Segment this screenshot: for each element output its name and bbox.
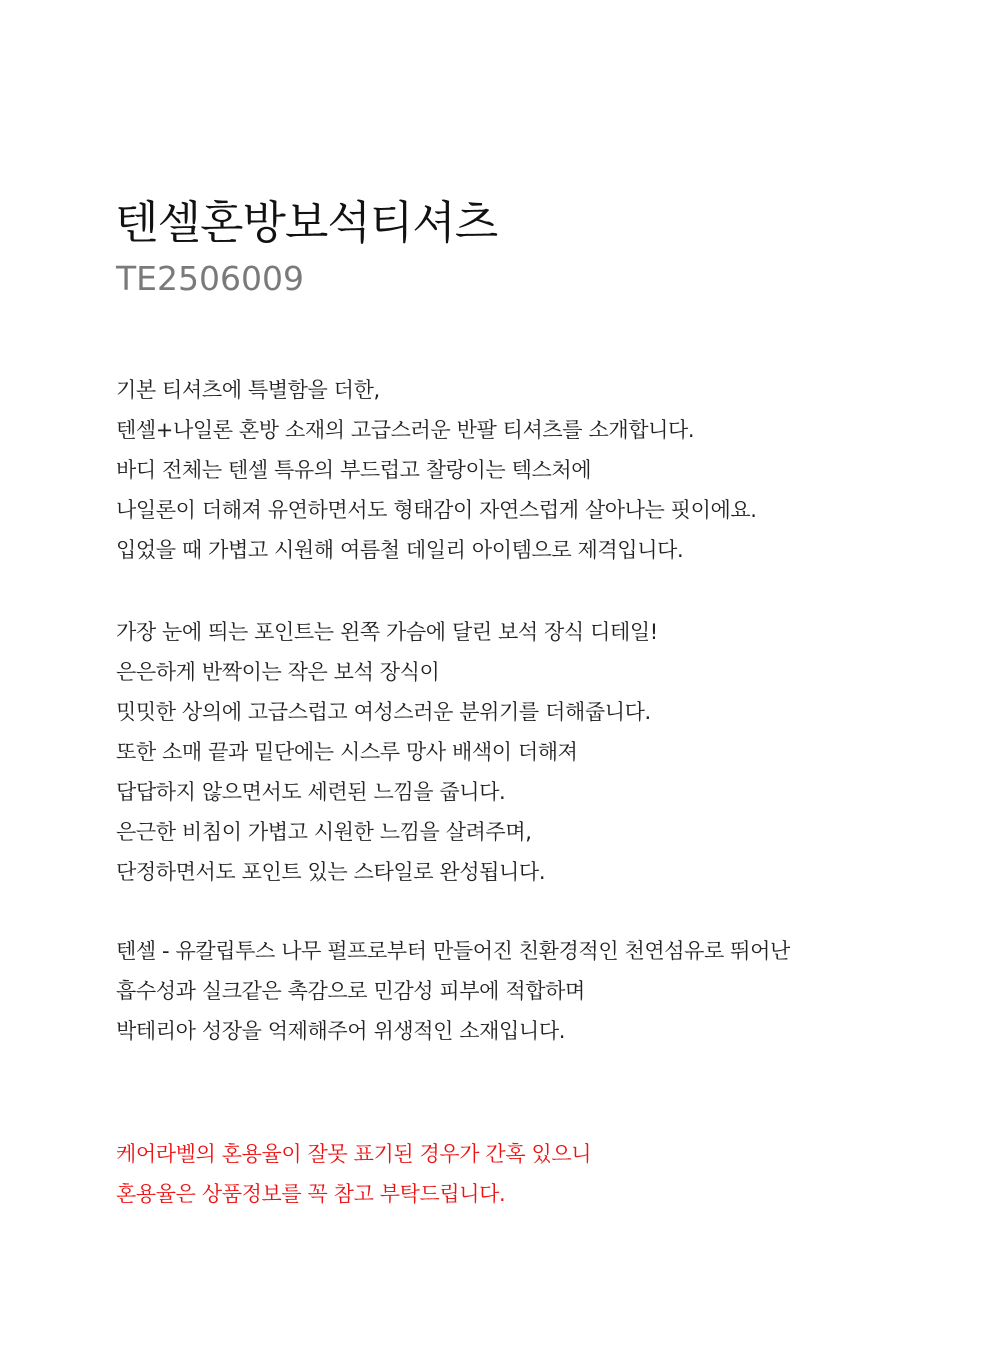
notice-line: 케어라벨의 혼용율이 잘못 표기된 경우가 간혹 있으니 xyxy=(116,1142,592,1166)
product-title: 텐셀혼방보석티셔츠 xyxy=(115,196,498,249)
description-paragraph-3 xyxy=(116,931,790,1051)
text-line: 답답하지 않으면서도 세련된 느낌을 줍니다. xyxy=(116,780,506,804)
text-line: 가장 눈에 띄는 포인트는 왼쪽 가슴에 달린 보석 장식 디테일! xyxy=(116,620,658,644)
notice-line: 혼용율은 상품정보를 꼭 참고 부탁드립니다. xyxy=(116,1182,506,1206)
text-line: 기본 티셔츠에 특별함을 더한, xyxy=(116,378,380,402)
text-line: 박테리아 성장을 억제해주어 위생적인 소재입니다. xyxy=(116,1019,565,1043)
description-paragraph-2 xyxy=(116,612,658,892)
text-line: 은은하게 반짝이는 작은 보석 장식이 xyxy=(116,660,440,684)
text-line: 바디 전체는 텐셀 특유의 부드럽고 찰랑이는 텍스처에 xyxy=(116,458,592,482)
care-label-notice xyxy=(116,1134,591,1214)
text-line: 텐셀+나일론 혼방 소재의 고급스러운 반팔 티셔츠를 소개합니다. xyxy=(116,418,695,442)
text-line: 나일론이 더해져 유연하면서도 형태감이 자연스럽게 살아나는 핏이에요. xyxy=(116,498,757,522)
text-line: 밋밋한 상의에 고급스럽고 여성스러운 분위기를 더해줍니다. xyxy=(116,700,651,724)
text-line: 또한 소매 끝과 밑단에는 시스루 망사 배색이 더해져 xyxy=(116,740,578,764)
text-line: 단정하면서도 포인트 있는 스타일로 완성됩니다. xyxy=(116,860,546,884)
description-paragraph-1 xyxy=(116,370,757,570)
text-line: 은근한 비침이 가볍고 시원한 느낌을 살려주며, xyxy=(116,820,532,844)
product-code: TE2506009 xyxy=(116,259,304,298)
text-line: 텐셀 - 유칼립투스 나무 펄프로부터 만들어진 친환경적인 천연섬유로 뛰어난 xyxy=(116,939,790,963)
text-line: 입었을 때 가볍고 시원해 여름철 데일리 아이템으로 제격입니다. xyxy=(116,538,684,562)
text-line: 흡수성과 실크같은 촉감으로 민감성 피부에 적합하며 xyxy=(116,979,585,1003)
